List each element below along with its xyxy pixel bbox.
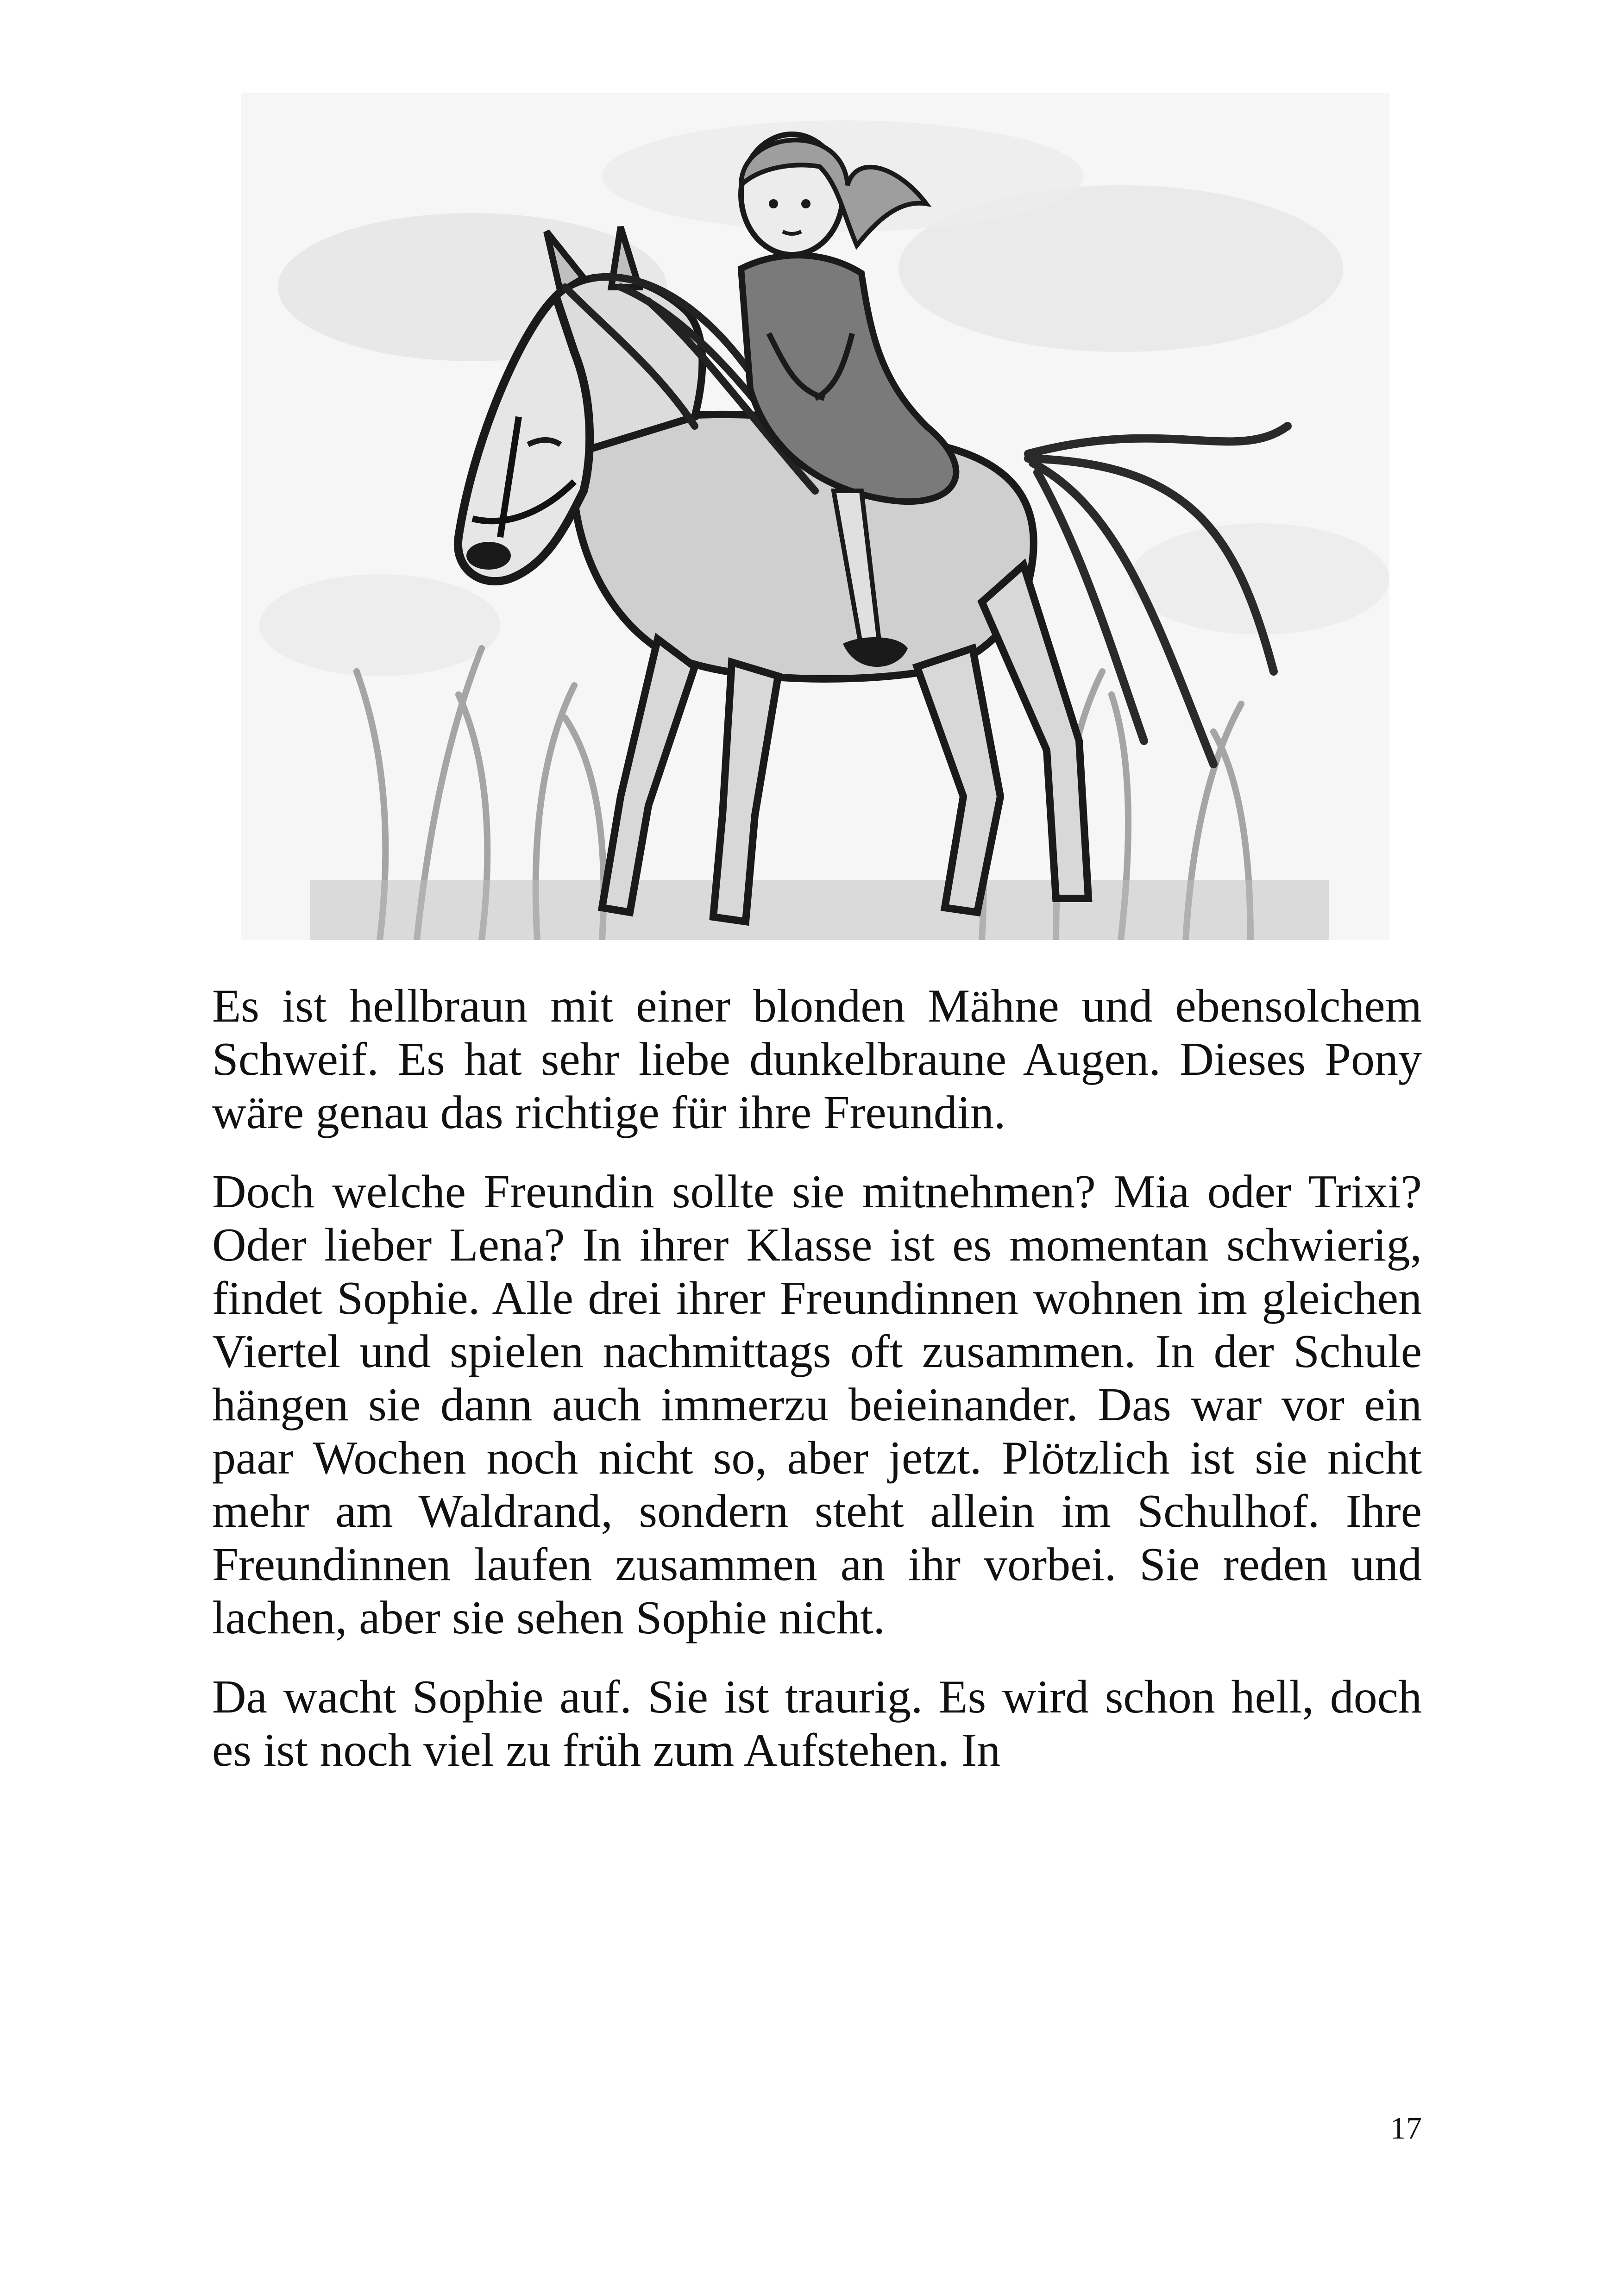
paragraph: Da wacht Sophie auf. Sie ist traurig. Es wird schon hell, doch es ist noch viel zu früh zum Aufstehen. In: [212, 1671, 1422, 1776]
pony-drawing: [241, 93, 1389, 940]
paragraph: Es ist hellbraun mit einer blonden Mähne und ebensolchem Schweif. Es hat sehr liebe dunkelbraune Augen. Dieses Pony wäre genau das richtige für ihre Freundin.: [212, 980, 1422, 1139]
paragraph: Doch welche Freundin sollte sie mitnehmen? Mia oder Trixi? Oder lieber Lena? In ihrer Klasse ist es momentan schwierig, findet Sophie. Alle drei ihrer Freundinnen wohnen im gleichen Viertel und spielen nachmittags oft zusammen. In der Schule hängen sie dann auch immerzu beieinander. Das war vor ein paar Wochen noch nicht so, aber jetzt. Plötzlich ist sie nicht mehr am Waldrand, sondern steht allein im Schulhof. Ihre Freundinnen laufen zusammen an ihr vorbei. Sie reden und lachen, aber sie sehen Sophie nicht.: [212, 1166, 1422, 1644]
story-text: [212, 979, 1422, 1803]
pony-illustration: [241, 93, 1389, 940]
page-number: 17: [1390, 2110, 1422, 2145]
